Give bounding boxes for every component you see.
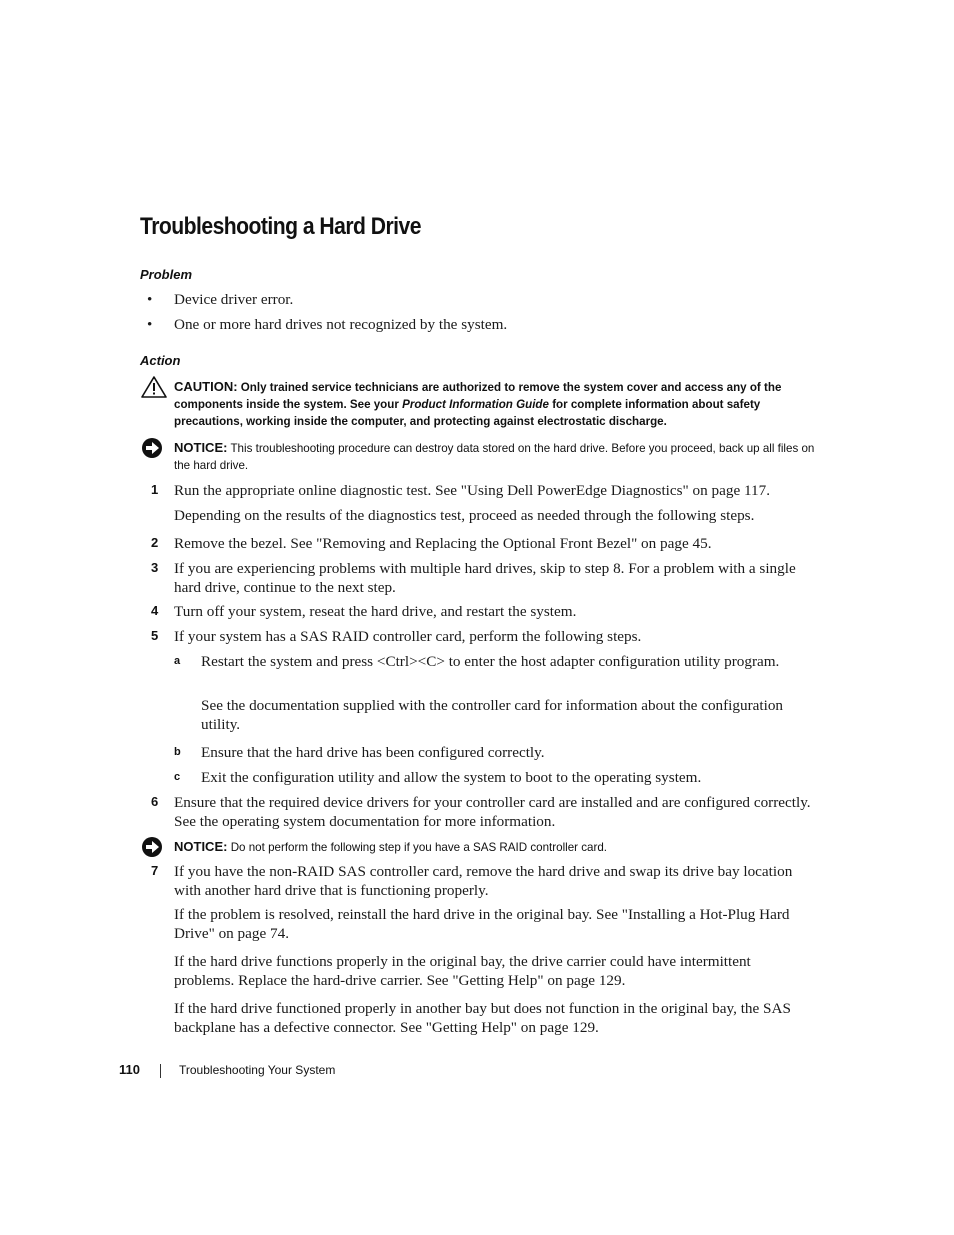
bullet: • xyxy=(147,291,153,308)
notice-text: Do not perform the following step if you have a SAS RAID controller card. xyxy=(230,841,608,854)
step-number: 1 xyxy=(151,482,159,497)
step-detail: If the hard drive functions properly in the original bay, the drive carrier could have intermittent problems. Replace the hard-drive carrier. See "Getting Help" on page 129. xyxy=(174,953,751,989)
substep-letter: b xyxy=(174,746,181,758)
step-text: If you have the non-RAID SAS controller card, remove the hard drive and swap its drive bay location with another hard drive that is functioning properly. xyxy=(174,863,793,899)
step-detail: If the problem is resolved, reinstall the hard drive in the original bay. See "Installing a Hot-Plug Hard Drive" on page 74. xyxy=(174,906,790,942)
notice-arrow-icon xyxy=(141,836,165,858)
caution-note xyxy=(174,378,819,430)
problem-item: One or more hard drives not recognized by the system. xyxy=(174,316,508,333)
step-text: If your system has a SAS RAID controller card, perform the following steps. xyxy=(174,628,642,645)
substep-text: Restart the system and press <Ctrl><C> to enter the host adapter configuration utility program. xyxy=(201,653,780,670)
step-number: 5 xyxy=(151,628,159,643)
page-number: 110 xyxy=(119,1062,140,1077)
step-number: 4 xyxy=(151,603,159,618)
substep-detail: See the documentation supplied with the controller card for information about the configuration utility. xyxy=(201,697,784,733)
step-detail: If the hard drive functioned properly in another bay but does not function in the original bay, the SAS backplane has a defective connector. See "Getting Help" on page 129. xyxy=(174,1000,791,1036)
step-text: Turn off your system, reseat the hard drive, and restart the system. xyxy=(174,603,577,620)
caution-label: CAUTION: xyxy=(174,379,238,394)
step-number: 2 xyxy=(151,535,159,550)
step-text: Run the appropriate online diagnostic test. See "Using Dell PowerEdge Diagnostics" on page 117. xyxy=(174,482,771,499)
notice-note xyxy=(174,838,819,856)
page-title: Troubleshooting a Hard Drive xyxy=(140,213,421,240)
problem-item: Device driver error. xyxy=(174,291,294,308)
footer-divider xyxy=(160,1064,161,1078)
substep-letter: a xyxy=(174,655,181,667)
step-number: 3 xyxy=(151,560,159,575)
problem-heading: Problem xyxy=(140,267,193,282)
step-text: Ensure that the required device drivers for your controller card are installed and are configured correctly. See the operating system documentation for more information. xyxy=(174,794,811,830)
step-number: 7 xyxy=(151,863,159,878)
caution-triangle-icon xyxy=(141,376,167,398)
substep-text: Exit the configuration utility and allow the system to boot to the operating system. xyxy=(201,769,702,786)
caution-text: Only trained service technicians are authorized to remove the system cover and access any of the components inside the system. See your xyxy=(174,381,782,411)
notice-arrow-icon xyxy=(141,437,165,459)
action-heading: Action xyxy=(140,353,181,368)
step-number: 6 xyxy=(151,794,159,809)
caution-text-end: for complete information about safety precautions, working inside the computer, and protecting against electrostatic discharge. xyxy=(174,398,761,428)
step-text: Remove the bezel. See "Removing and Replacing the Optional Front Bezel" on page 45. xyxy=(174,535,712,552)
notice-note xyxy=(174,439,819,474)
step-detail: Depending on the results of the diagnostics test, proceed as needed through the following steps. xyxy=(174,507,755,524)
caution-guide-title: Product Information Guide xyxy=(402,398,549,411)
notice-text: This troubleshooting procedure can destroy data stored on the hard drive. Before you proceed, back up all files on the hard drive. xyxy=(174,442,815,472)
footer-section-title: Troubleshooting Your System xyxy=(179,1063,336,1077)
step-text: If you are experiencing problems with multiple hard drives, skip to step 8. For a problem with a single hard drive, continue to the next step. xyxy=(174,560,796,596)
substep-text: Ensure that the hard drive has been configured correctly. xyxy=(201,744,545,761)
notice-label: NOTICE: xyxy=(174,440,228,455)
substep-letter: c xyxy=(174,771,181,783)
notice-label: NOTICE: xyxy=(174,839,228,854)
bullet: • xyxy=(147,316,153,333)
